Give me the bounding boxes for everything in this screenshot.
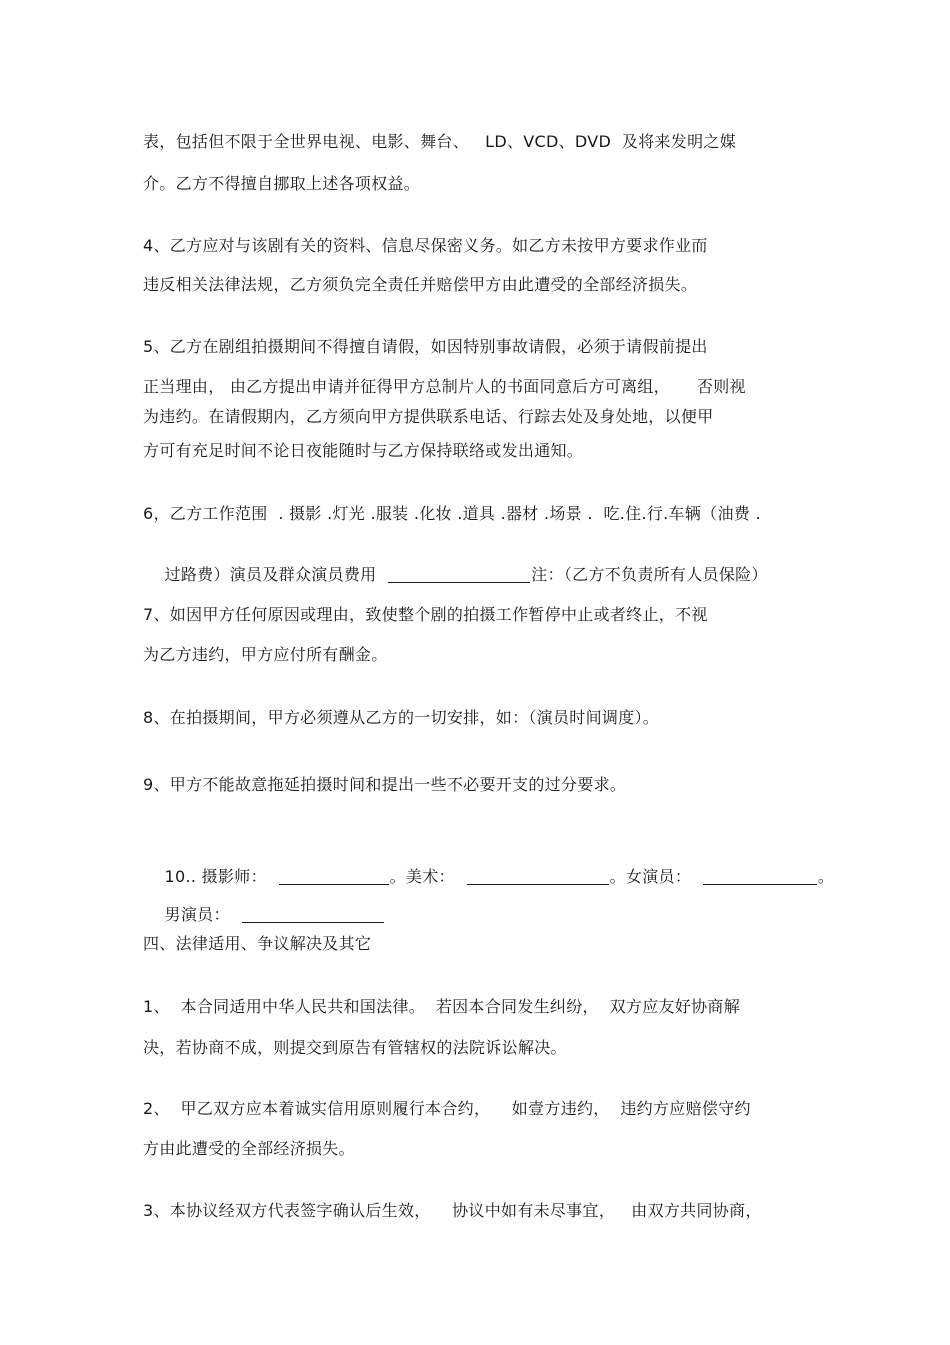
text-line: 方由此遭受的全部经济损失。 — [143, 1139, 355, 1158]
text-line: 3、本协议经双方代表签字确认后生效， 协议中如有未尽事宜， 由双方共同协商， — [143, 1201, 762, 1220]
text-line: 为违约。在请假期内，乙方须向甲方提供联系电话、行踪去处及身处地，以便甲 — [143, 407, 714, 426]
text-segment: 注：（乙方不负责所有人员保险） — [531, 565, 768, 584]
text-line: 7、如因甲方任何原因或理由，致使整个剧的拍摄工作暂停中止或者终止，不视 — [143, 605, 708, 624]
text-line: 违反相关法律法规，乙方须负完全责任并赔偿甲方由此遭受的全部经济损失。 — [143, 275, 698, 294]
text-segment: 10.. 摄影师： — [164, 867, 278, 886]
text-line: 6，乙方工作范围 . 摄影 .灯光 .服装 .化妆 .道具 .器材 .场景 . 吃.住.行.车辆（油费 . — [143, 504, 761, 523]
text-segment: 。 — [817, 867, 835, 886]
text-line: 9、甲方不能故意拖延拍摄时间和提出一些不必要开支的过分要求。 — [143, 775, 627, 794]
text-line: 4、乙方应对与该剧有关的资料、信息尽保密义务。如乙方未按甲方要求作业而 — [143, 236, 708, 255]
text-line: 方可有充足时间不论日夜能随时与乙方保持联络或发出通知。 — [143, 441, 584, 460]
text-line: 8、在拍摄期间，甲方必须遵从乙方的一切安排，如：（演员时间调度）。 — [143, 708, 660, 727]
text-line: 为乙方违约，甲方应付所有酬金。 — [143, 645, 388, 664]
text-line: 表，包括但不限于全世界电视、电影、舞台、 LD、VCD、DVD 及将来发明之媒 — [143, 132, 737, 151]
text-line: 1、 本合同适用中华人民共和国法律。 若因本合同发生纠纷， 双方应友好协商解 — [143, 997, 740, 1016]
text-line: 正当理由， 由乙方提出申请并征得甲方总制片人的书面同意后方可离组， 否则视 — [143, 377, 746, 396]
text-segment: 。女演员： — [609, 867, 702, 886]
text-line: 决，若协商不成，则提交到原告有管辖权的法院诉讼解决。 — [143, 1038, 567, 1057]
text-line: 2、 甲乙双方应本着诚实信用原则履行本合约， 如壹方违约， 违约方应赔偿守约 — [143, 1099, 751, 1118]
text-line: 5、乙方在剧组拍摄期间不得擅自请假，如因特别事故请假，必须于请假前提出 — [143, 337, 708, 356]
text-segment: 男演员： — [164, 905, 241, 924]
section-heading: 四、法律适用、争议解决及其它 — [143, 934, 372, 953]
text-line — [143, 542, 820, 608]
text-segment: 。美术： — [389, 867, 466, 886]
fee-blank-field[interactable] — [388, 565, 530, 583]
actor-blank-field[interactable] — [242, 905, 384, 923]
text-segment: 过路费）演员及群众演员费用 — [164, 565, 388, 584]
text-line: 介。乙方不得擅自挪取上述各项权益。 — [143, 174, 421, 193]
